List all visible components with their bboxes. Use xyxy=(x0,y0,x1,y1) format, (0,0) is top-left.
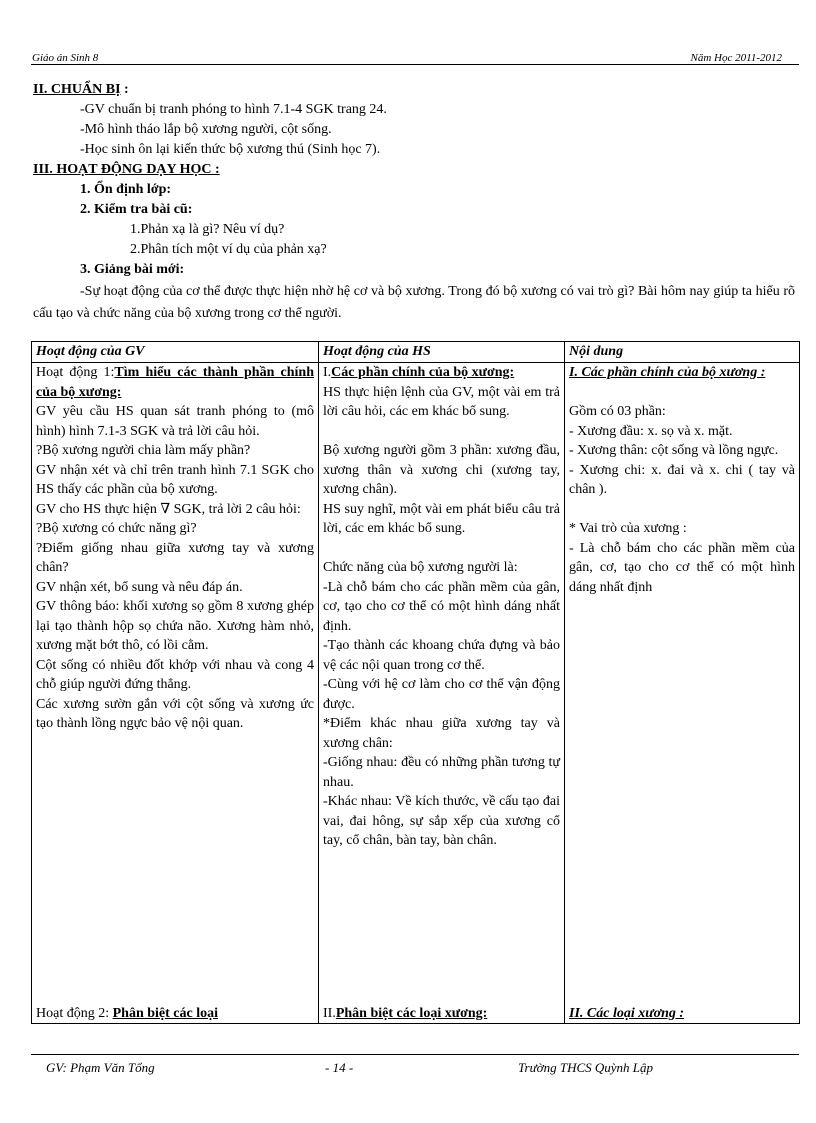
hs-title xyxy=(323,363,560,383)
hs-title-prefix: I. xyxy=(323,365,332,380)
hs-activity-2 xyxy=(323,1004,560,1024)
gv-line: ?Bộ xương người chia làm mấy phần? xyxy=(36,443,251,458)
gv-line: GV yêu cầu HS quan sát tranh phóng to (mô hình) hình 7.1-3 SGK và trả lời câu hỏi. xyxy=(36,404,314,439)
gv-column xyxy=(32,363,319,1024)
step-1: 1. Ổn định lớp: xyxy=(80,182,172,197)
content-paragraph: - Là chỗ bám cho các phần mềm của gân, cơ, tạo cho cơ thể có một hình dáng nhất định xyxy=(569,540,795,595)
col-header-gv: Hoạt động của GV xyxy=(32,342,319,363)
step-2: 2. Kiểm tra bài cũ: xyxy=(80,202,193,217)
lesson-table xyxy=(31,341,800,1024)
gv-line: GV nhận xét, bổ sung và nêu đáp án. xyxy=(36,579,243,595)
content-paragraph: * Vai trò của xương : xyxy=(569,521,687,536)
gv-line: ?Điểm giống nhau giữa xương tay và xương chân? xyxy=(36,540,314,575)
section-2-suffix: : xyxy=(120,82,129,97)
content-paragraph: Gồm có 03 phần: xyxy=(569,404,666,419)
content-column xyxy=(565,363,800,1024)
gv-activity-2-prefix: Hoạt động 2: xyxy=(36,1005,113,1021)
gv-line: ?Bộ xương có chức năng gì? xyxy=(36,521,197,536)
section-2-title: II. CHUẨN BỊ xyxy=(33,82,121,97)
gv-activity-2 xyxy=(36,1004,314,1024)
gv-activity-1-prefix: Hoạt động 1: xyxy=(36,365,115,380)
prep-item: -Mô hình tháo lắp bộ xương người, cột sống. xyxy=(80,122,332,137)
lesson-intro: -Sự hoạt động của cơ thể được thực hiện nhờ hệ cơ và bộ xương. Trong đó bộ xương có vai trò gì? Bài hôm nay giúp ta hiểu rõ cấu tạo và chức năng của bộ xương trong cơ thể người. xyxy=(33,284,795,321)
hs-column xyxy=(319,363,565,1024)
section-3-title: III. HOẠT ĐỘNG DẠY HỌC : xyxy=(33,162,220,177)
hs-activity-2-prefix: II. xyxy=(323,1005,336,1021)
footer-divider xyxy=(31,1054,799,1055)
gv-line: Cột sống có nhiều đốt khớp với nhau và cong 4 chỗ giúp người đứng thẳng. xyxy=(36,657,314,692)
prep-item: -Học sinh ôn lại kiến thức bộ xương thú (Sinh học 7). xyxy=(80,142,381,157)
section-2-heading xyxy=(33,82,129,98)
hs-paragraph: -Giống nhau: đều có những phần tương tự nhau. xyxy=(323,755,560,790)
gv-line: Các xương sườn gắn với cột sống và xương ức tạo thành lồng ngực bảo vệ nội quan. xyxy=(36,696,314,731)
content-paragraph: - Xương chi: x. đai và x. chi ( tay và chân ). xyxy=(569,462,795,497)
hs-paragraph: HS thực hiện lệnh của GV, một vài em trả lời câu hỏi, các em khác bổ sung. xyxy=(323,384,560,419)
hs-activity-2-title: Phân biệt các loại xương: xyxy=(335,1005,488,1021)
footer-teacher: GV: Phạm Văn Tổng xyxy=(46,1060,155,1075)
step-3: 3. Giảng bài mới: xyxy=(80,262,185,277)
review-question-2: 2.Phân tích một ví dụ của phản xạ? xyxy=(130,242,327,257)
prep-item: -GV chuẩn bị tranh phóng to hình 7.1-4 SGK trang 24. xyxy=(80,102,387,117)
col-header-content: Nội dung xyxy=(565,342,800,363)
hs-paragraph: -Là chỗ bám cho các phần mềm của gân, cơ, tạo cho cơ thể có một hình dáng nhất định. xyxy=(323,579,560,634)
hs-paragraph: -Tạo thành các khoang chứa đựng và bảo vệ các nội quan trong cơ thể. xyxy=(323,638,560,673)
hs-paragraph: -Cùng với hệ cơ làm cho cơ thể vận động được. xyxy=(323,677,560,712)
header-subject: Giáo án Sinh 8 xyxy=(32,52,99,64)
gv-activity-1 xyxy=(36,363,314,402)
gv-activity-2-title: Phân biệt các loại xyxy=(112,1005,218,1021)
hs-paragraph: HS suy nghĩ, một vài em phát biểu câu trả lời, các em khác bổ sung. xyxy=(323,501,560,536)
hs-paragraph: Chức năng của bộ xương người là: xyxy=(323,560,518,575)
hs-paragraph: -Khác nhau: Về kích thước, về cấu tạo đai vai, đai hông, sự sắp xếp của xương cổ tay, cổ chân, bàn tay, bàn chân. xyxy=(323,794,560,848)
header-divider xyxy=(31,64,799,65)
gv-line: GV cho HS thực hiện ∇ SGK, trả lời 2 câu hỏi: xyxy=(36,501,301,517)
col-header-hs: Hoạt động của HS xyxy=(319,342,565,363)
content-paragraph: - Xương đầu: x. sọ và x. mặt. xyxy=(569,423,733,439)
footer-page-number: - 14 - xyxy=(325,1060,354,1075)
review-question-1: 1.Phản xạ là gì? Nêu ví dụ? xyxy=(130,222,285,237)
hs-title-text: Các phần chính của bộ xương: xyxy=(331,365,515,380)
content-paragraph: - Xương thân: cột sống và lồng ngực. xyxy=(569,443,779,458)
gv-activity-1-title: Tìm hiểu các thành phần chính của bộ xương: xyxy=(36,365,314,400)
footer-school: Trường THCS Quỳnh Lập xyxy=(518,1060,654,1075)
header-year: Năm Học 2011-2012 xyxy=(690,52,782,64)
hs-paragraph: *Điểm khác nhau giữa xương tay và xương chân: xyxy=(323,716,560,751)
content-title: I. Các phần chính của bộ xương : xyxy=(569,365,766,380)
gv-line: GV nhận xét và chỉ trên tranh hình 7.1 SGK cho HS thấy các phần của bộ xương. xyxy=(36,462,314,497)
content-activity-2-title: II. Các loại xương : xyxy=(569,1005,685,1021)
hs-paragraph: Bộ xương người gồm 3 phần: xương đầu, xương thân và xương chi (xương tay, xương chân). xyxy=(323,443,560,497)
gv-line: GV thông báo: khối xương sọ gồm 8 xương ghép lại tạo thành hộp sọ chứa não. Xương hàm nhỏ, xương mặt bớt thô, có lồi cằm. xyxy=(36,599,314,653)
